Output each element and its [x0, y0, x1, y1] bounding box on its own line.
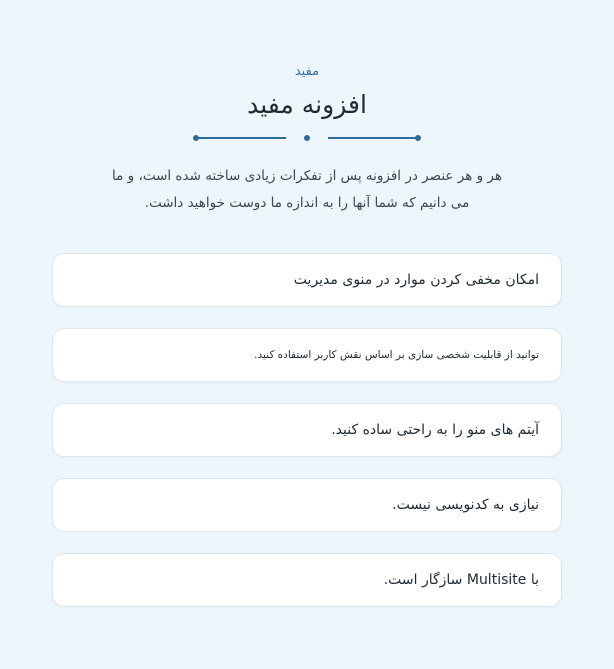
page-title: افزونه مفید — [247, 90, 367, 119]
feature-card — [52, 328, 562, 382]
intro-text — [100, 163, 514, 217]
feature-card — [52, 478, 562, 532]
feature-text: آیتم های منو را به راحتی ساده کنید. — [331, 422, 539, 438]
section-eyebrow: مفید — [294, 64, 320, 79]
feature-text: نیازی به کدنویسی نیست. — [392, 497, 539, 513]
divider-line-right — [328, 137, 419, 139]
feature-card — [52, 253, 562, 307]
feature-card — [52, 553, 562, 607]
divider-dot-right — [415, 135, 421, 141]
divider-dot-center — [304, 135, 310, 141]
feature-text: امکان مخفی کردن موارد در منوی مدیریت — [293, 272, 539, 288]
feature-card — [52, 403, 562, 457]
divider-line-left — [195, 137, 286, 139]
feature-text: با Multisite سازگار است. — [383, 572, 539, 588]
feature-text: توانید از قابلیت شخصی سازی بر اساس نقش کاربر استفاده کنید. — [254, 349, 539, 361]
intro-line-2: می دانیم که شما آنها را به اندازه ما دوست خواهید داشت. — [144, 195, 470, 211]
feature-list — [52, 253, 562, 628]
title-divider — [193, 131, 421, 145]
intro-line-1: هر و هر عنصر در افزونه پس از تفکرات زیادی ساخته شده است، و ما — [112, 168, 502, 184]
